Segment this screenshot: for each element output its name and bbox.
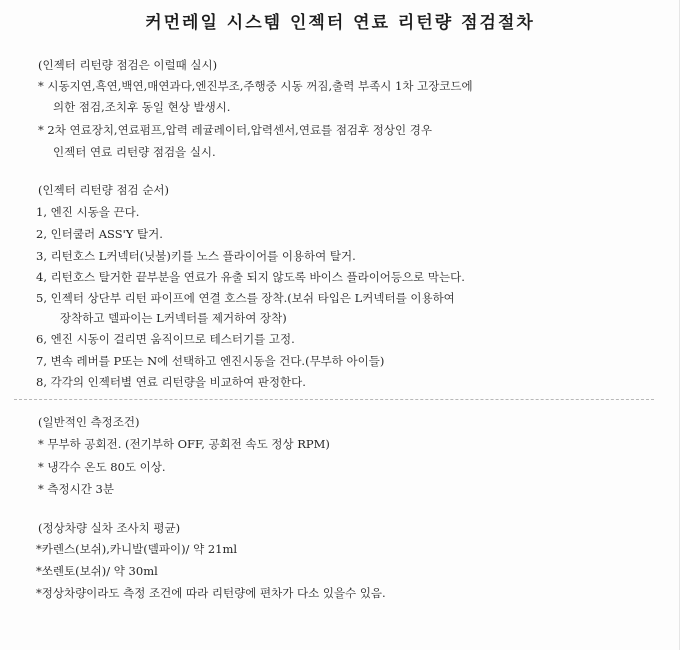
section1-bullet-2-line1: * 2차 연료장치,연료펌프,압력 레귤레이터,압력센서,연료를 점검후 정상인 경우 <box>38 123 432 137</box>
section1-bullet-1-line2: 의한 점검,조치후 동일 현상 발생시. <box>53 100 231 114</box>
section-divider <box>14 399 654 400</box>
section1-bullet-1-line1: * 시동지연,흑연,백연,매연과다,엔진부조,주행중 시동 꺼짐,출력 부족시 1차 고장코드에 <box>38 79 473 93</box>
step-5: 5, 인젝터 상단부 리턴 파이프에 연결 호스를 장착.(보쉬 타입은 L커넥터를 이용하여 <box>36 291 455 305</box>
average-1: *카렌스(보쉬),카니발(델파이)/ 약 21ml <box>36 542 238 556</box>
condition-1: * 무부하 공회전. (전기부하 OFF, 공회전 속도 정상 RPM) <box>38 437 330 451</box>
section3-heading: (일반적인 측정조건) <box>38 415 140 429</box>
condition-3: * 측정시간 3분 <box>38 482 114 496</box>
step-2: 2, 인터쿨러 ASS'Y 탈거. <box>36 227 163 241</box>
section1-bullet-2-line2: 인젝터 연료 리턴량 점검을 실시. <box>53 145 216 159</box>
step-6: 6, 엔진 시동이 걸리면 움직이므로 테스터기를 고정. <box>36 332 295 346</box>
average-2: *쏘렌토(보쉬)/ 약 30ml <box>36 564 158 578</box>
condition-2: * 냉각수 온도 80도 이상. <box>38 460 166 474</box>
section2-heading: (인젝터 리턴량 점검 순서) <box>38 183 170 197</box>
document-title: 커먼레일 시스템 인젝터 연료 리턴량 점검절차 <box>145 13 535 33</box>
step-7: 7, 변속 레버를 P또는 N에 선택하고 엔진시동을 건다.(무부하 아이들) <box>36 354 385 368</box>
average-note: *정상차량이라도 측정 조건에 따라 리턴량에 편차가 다소 있을수 있음. <box>36 586 386 600</box>
step-5-continued: 장착하고 델파이는 L커넥터를 제거하여 장착) <box>60 311 287 325</box>
step-8: 8, 각각의 인젝터별 연료 리턴량을 비교하여 판정한다. <box>36 375 306 389</box>
section1-heading: (인젝터 리턴량 점검은 이럴때 실시) <box>38 58 218 72</box>
step-3: 3, 리턴호스 L커넥터(닛불)키를 노스 플라이어를 이용하여 탈거. <box>36 249 356 263</box>
step-1: 1, 엔진 시동을 끈다. <box>36 205 140 219</box>
section4-heading: (정상차량 실차 조사치 평균) <box>38 521 181 535</box>
step-4: 4, 리턴호스 탈거한 끝부분을 연료가 유출 되지 않도록 바이스 플라이어등으로 막는다. <box>36 270 465 284</box>
